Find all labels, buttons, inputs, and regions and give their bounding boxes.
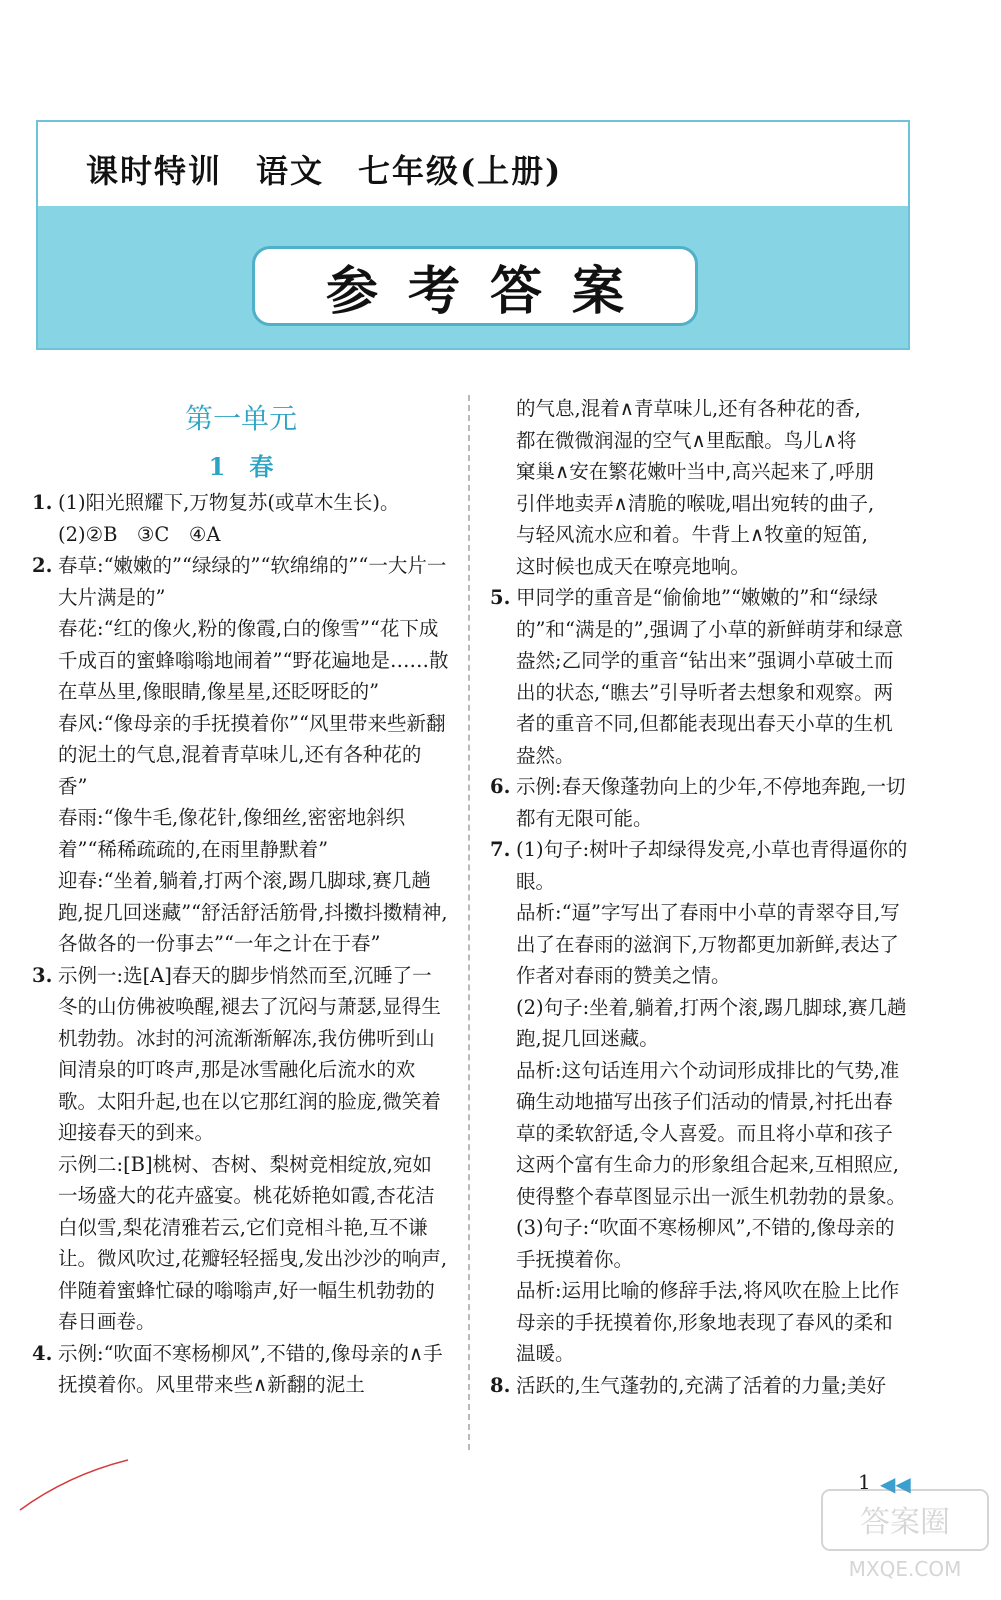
answer-paragraph: (1)句子:树叶子却绿得发亮,小草也青得逼你的眼。 (516, 838, 908, 893)
left-column (32, 385, 450, 1401)
answer-paragraph: (3)句子:“吹面不寒杨柳风”,不错的,像母亲的手抚摸着你。 (516, 1216, 895, 1271)
watermark-logo (820, 1488, 990, 1588)
header-box (36, 120, 910, 350)
svg-text:答案圈: 答案圈 (860, 1505, 950, 1540)
right-column (490, 385, 910, 1401)
page-number: 1 (858, 1470, 871, 1494)
answer-paragraph: 春草:“嫩嫩的”“绿绿的”“软绵绵的”“一大片一大片满是的” (58, 554, 447, 609)
column-divider (468, 395, 470, 1450)
question-number: 8. (490, 1373, 511, 1397)
question-3 (32, 960, 450, 1338)
answer-line: 这时候也成天在嘹亮地响。 (516, 554, 751, 578)
question-number: 5. (490, 586, 511, 609)
banner-text: 参考答案 (325, 260, 654, 322)
svg-text:MXQE.COM: MXQE.COM (848, 1557, 962, 1581)
page-arrow-icon: ◀◀ (880, 1472, 911, 1496)
answer-paragraph: 示例二:[B]桃树、杏树、梨树竞相绽放,宛如一场盛大的花卉盛宴。桃花娇艳如霞,杏花洁白似雪,梨花清雅若云,它们竞相斗艳,互不谦让。微风吹过,花瓣轻轻摇曳,发出沙沙的响声,伴随着蜜蜂忙碌的嗡嗡声,好一幅生机勃勃的春日画卷。 (58, 1152, 448, 1333)
answer-paragraph: 示例:“吹面不寒杨柳风”,不错的,像母亲的∧手抚摸着你。风里带来些∧新翻的泥土 (58, 1341, 443, 1396)
answer-paragraph: 示例:春天像蓬勃向上的少年,不停地奔跑,一切都有无限可能。 (516, 775, 906, 830)
question-8 (490, 1370, 910, 1402)
lesson-number: 1 (208, 452, 226, 481)
question-number: 2. (32, 554, 53, 577)
question-1 (32, 487, 450, 550)
answer-paragraph: 示例一:选[A]春天的脚步悄然而至,沉睡了一冬的山仿佛被唤醒,褪去了沉闷与萧瑟,显得生机勃勃。冰封的河流渐渐解冻,我仿佛听到山间清泉的叮咚声,那是冰雪融化后流水的欢歌。太阳升起,也在以它那红润的脸庞,微笑着迎接春天的到来。 (58, 963, 441, 1144)
answer-paragraph: 甲同学的重音是“偷偷地”“嫩嫩的”和“绿绿的”和“满是的”,强调了小草的新鲜萌芽和绿意盎然;乙同学的重音“钻出来”强调小草破土而出的状态,“瞧去”引导听者去想象和观察。两者的重音不同,但都能表现出春天小草的生机盎然。 (516, 586, 904, 767)
answer-banner (252, 246, 698, 326)
lesson-title (32, 451, 450, 483)
answer-line: 都在微微润湿的空气∧里酝酿。鸟儿∧将 (516, 428, 857, 452)
answer-line: 与轻风流水应和着。牛背上∧牧童的短笛, (516, 523, 868, 546)
header-top (38, 122, 908, 207)
answer-line: 窠巢∧安在繁花嫩叶当中,高兴起来了,呼朋 (516, 460, 875, 483)
header-band (38, 206, 908, 348)
lesson-name: 春 (249, 452, 274, 481)
answer-line: 的气息,混着∧青草味儿,还有各种花的香, (516, 397, 861, 420)
answer-paragraph: 春雨:“像牛毛,像花针,像细丝,密密地斜织着”“稀稀疏疏的,在雨里静默着” (58, 806, 406, 861)
question-6 (490, 771, 910, 834)
unit-title: 第一单元 (184, 402, 297, 435)
answer-paragraph: 品析:这句话连用六个动词形成排比的气势,准确生动地描写出孩子们活动的情景,衬托出春草的柔软舒适,令人喜爱。而且将小草和孩子这两个富有生命力的形象组合起来,互相照应,使得整个春草图显示出一派生机勃勃的景象。 (516, 1058, 907, 1208)
answer-line: (2)②B ③C ④A (58, 522, 221, 546)
question-number: 7. (490, 838, 511, 861)
answer-paragraph: 春花:“红的像火,粉的像霞,白的像雪”“花下成千成百的蜜蜂嗡嗡地闹着”“野花遍地是……散在草丛里,像眼睛,像星星,还眨呀眨的” (58, 617, 449, 703)
answer-line: 引伴地卖弄∧清脆的喉咙,唱出宛转的曲子, (516, 491, 875, 515)
question-number: 3. (32, 963, 53, 987)
answer-paragraph: 春风:“像母亲的手抚摸着你”“风里带来些新翻的泥土的气息,混着青草味儿,还有各种花的香” (58, 711, 446, 798)
red-pen-mark (18, 1455, 138, 1515)
question-5 (490, 582, 910, 771)
question-4 (32, 1338, 450, 1401)
question-2 (32, 550, 450, 960)
question-7 (490, 834, 910, 1370)
question-4-continued (490, 393, 910, 582)
question-number: 4. (32, 1341, 53, 1365)
answer-paragraph: 迎春:“坐着,躺着,打两个滚,踢几脚球,赛几趟跑,捉几回迷藏”“舒活舒活筋骨,抖擞抖擞精神,各做各的一份事去”“一年之计在于春” (58, 869, 448, 955)
question-number: 6. (490, 775, 511, 798)
answer-paragraph: (2)句子:坐着,躺着,打两个滚,踢几脚球,赛几趟跑,捉几回迷藏。 (516, 995, 907, 1050)
book-title: 课时特训 语文 七年级(上册) (86, 152, 563, 190)
answer-paragraph: 品析:“逼”字写出了春雨中小草的青翠夺目,写出了在春雨的滋润下,万物都更加新鲜,表达了作者对春雨的赞美之情。 (516, 901, 900, 987)
answer-paragraph: 活跃的,生气蓬勃的,充满了活着的力量;美好 (516, 1373, 886, 1397)
answer-paragraph: 品析:运用比喻的修辞手法,将风吹在脸上比作母亲的手抚摸着你,形象地表现了春风的柔和温暖。 (516, 1279, 900, 1365)
answer-line: (1)阳光照耀下,万物复苏(或草木生长)。 (58, 491, 400, 514)
question-number: 1. (32, 491, 53, 514)
